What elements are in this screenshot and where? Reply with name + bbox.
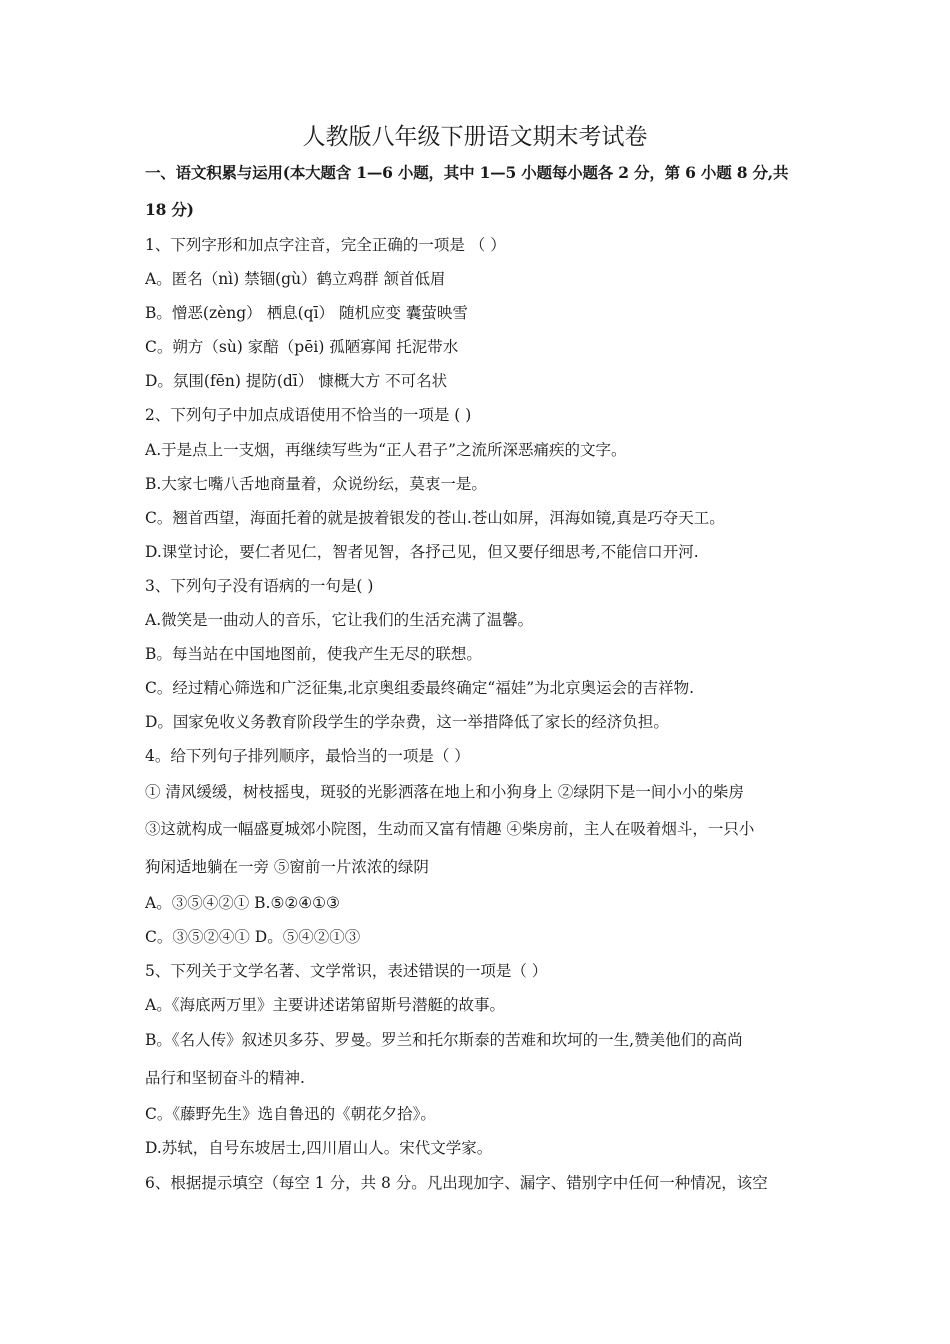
question-5-stem: 5、下列关于文学名著、文学常识，表述错误的一项是（ ） [145, 962, 548, 981]
question-4-options-ab: A。③⑤④②① B.⑤②④①③ [145, 894, 340, 912]
question-2-option-a: A.于是点上一支烟，再继续写些为“正人君子”之流所深恶痛疾的文字。 [145, 440, 627, 459]
question-6-stem: 6、根据提示填空（每空 1 分，共 8 分。凡出现加字、漏字、错别字中任何一种情况，该空 [145, 1173, 768, 1192]
section-heading-continued: 18 分) [145, 200, 194, 219]
question-1-stem: 1、下列字形和加点字注音，完全正确的一项是 （ ） [145, 236, 506, 254]
question-5-option-a: A。《海底两万里》主要讲述诺第留斯号潜艇的故事。 [145, 996, 505, 1015]
section-heading: 一、语文积累与运用(本大题含 1—6 小题，其中 1—5 小题每小题各 2 分，第 6 小题 8 分,共 [145, 163, 789, 182]
question-3-option-a: A.微笑是一曲动人的音乐，它让我们的生活充满了温馨。 [145, 611, 534, 630]
question-5-option-b-line-1: B。《名人传》叙述贝多芬、罗曼。罗兰和托尔斯泰的苦难和坎坷的一生,赞美他们的高尚 [145, 1031, 743, 1050]
question-4-sentences-line-2: ③这就构成一幅盛夏城郊小院图，生动而又富有情趣 ④柴房前，主人在吸着烟斗，一只小 [145, 820, 755, 838]
question-2-option-b: B.大家七嘴八舌地商量着，众说纷纭，莫衷一是。 [145, 474, 487, 493]
question-4-options-cd: C。③⑤②④① D。⑤④②①③ [145, 928, 361, 947]
question-5-option-d: D.苏轼，自号东坡居士,四川眉山人。宋代文学家。 [145, 1139, 493, 1158]
question-2-option-d: D.课堂讨论，要仁者见仁，智者见智，各抒己见，但又要仔细思考,不能信口开河. [145, 542, 699, 561]
question-5-option-c: C。《藤野先生》选自鲁迅的《朝花夕拾》。 [145, 1105, 436, 1124]
document-title: 人教版八年级下册语文期末考试卷 [302, 124, 648, 150]
question-1-option-c: C。朔方（sù) 家醅（pēi) 孤陋寡闻 托泥带水 [145, 338, 459, 357]
question-4-sentences-line-1: ① 清风缓缓，树枝摇曳，斑驳的光影洒落在地上和小狗身上 ②绿阴下是一间小小的柴房 [145, 782, 744, 801]
question-2-stem: 2、下列句子中加点成语使用不恰当的一项是 ( ) [145, 406, 472, 425]
document-body [145, 154, 813, 1200]
question-3-stem: 3、下列句子没有语病的一句是( ) [145, 576, 374, 595]
question-3-option-b: B。每当站在中国地图前，使我产生无尽的联想。 [145, 645, 482, 664]
question-4-stem: 4。给下列句子排列顺序，最恰当的一项是（ ） [145, 747, 470, 766]
question-1-option-a: A。匿名（nì) 禁锢(gù）鹤立鸡群 颔首低眉 [145, 270, 446, 289]
question-3-option-c: C。经过精心筛选和广泛征集,北京奥组委最终确定“福娃”为北京奥运会的吉祥物. [145, 679, 695, 698]
question-1-option-b: B。憎恶(zèng） 栖息(qī） 随机应变 囊萤映雪 [145, 304, 468, 323]
question-4-sentences-line-3: 狗闲适地躺在一旁 ⑤窗前一片浓浓的绿阴 [145, 857, 429, 876]
question-1-option-d: D。氛围(fēn) 提防(dī） 慷概大方 不可名状 [145, 372, 448, 391]
question-5-option-b-line-2: 品行和坚韧奋斗的精神. [145, 1068, 305, 1087]
question-2-option-c: C。翘首西望，海面托着的就是披着银发的苍山.苍山如屏，洱海如镜,真是巧夺天工。 [145, 508, 725, 527]
question-3-option-d: D。国家免收义务教育阶段学生的学杂费，这一举措降低了家长的经济负担。 [145, 713, 669, 732]
